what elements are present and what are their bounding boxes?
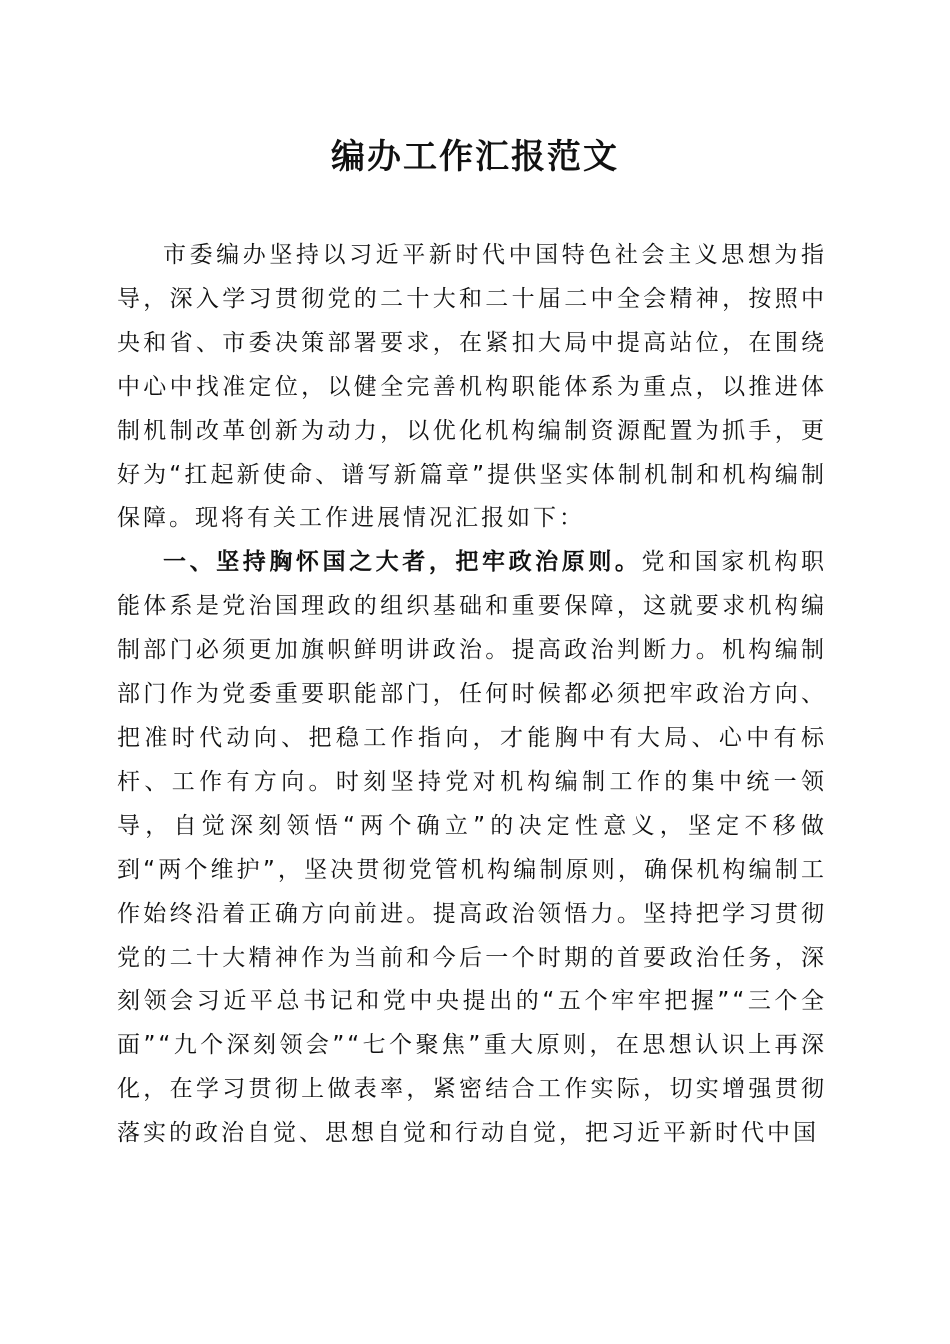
intro-paragraph-text: 市委编办坚持以习近平新时代中国特色社会主义思想为指导，深入学习贯彻党的二十大和二十届二中全会精神，按照中央和省、市委决策部署要求，在紧扣大局中提高站位，在围绕中心中找准定位，以健全完善机构职能体系为重点，以推进体制机制改革创新为动力，以优化机构编制资源配置为抓手，更好为“扛起新使命、谱写新篇章”提供坚实体制机制和机构编制保障。现将有关工作进展情况汇报如下： (117, 242, 827, 532)
intro-paragraph (117, 234, 827, 541)
section-one-text: 党和国家机构职能体系是党治国理政的组织基础和重要保障，这就要求机构编制部门必须更加旗帜鲜明讲政治。提高政治判断力。机构编制部门作为党委重要职能部门，任何时候都必须把牢政治方向、把准时代动向、把稳工作指向，才能胸中有大局、心中有标杆、工作有方向。时刻坚持党对机构编制工作的集中统一领导，自觉深刻领悟“两个确立”的决定性意义，坚定不移做到“两个维护”，坚决贯彻党管机构编制原则，确保机构编制工作始终沿着正确方向前进。提高政治领悟力。坚持把学习贯彻党的二十大精神作为当前和今后一个时期的首要政治任务，深刻领会习近平总书记和党中央提出的“五个牢牢把握”“三个全面”“九个深刻领会”“七个聚焦”重大原则，在思想认识上再深化，在学习贯彻上做表率，紧密结合工作实际，切实增强贯彻落实的政治自觉、思想自觉和行动自觉，把习近平新时代中国 (117, 549, 828, 1147)
section-one-paragraph (117, 541, 827, 1156)
document-body (117, 234, 827, 1156)
document-title: 编办工作汇报范文 (331, 137, 619, 177)
section-one-heading: 一、坚持胸怀国之大者，把牢政治原则。 (163, 549, 642, 576)
